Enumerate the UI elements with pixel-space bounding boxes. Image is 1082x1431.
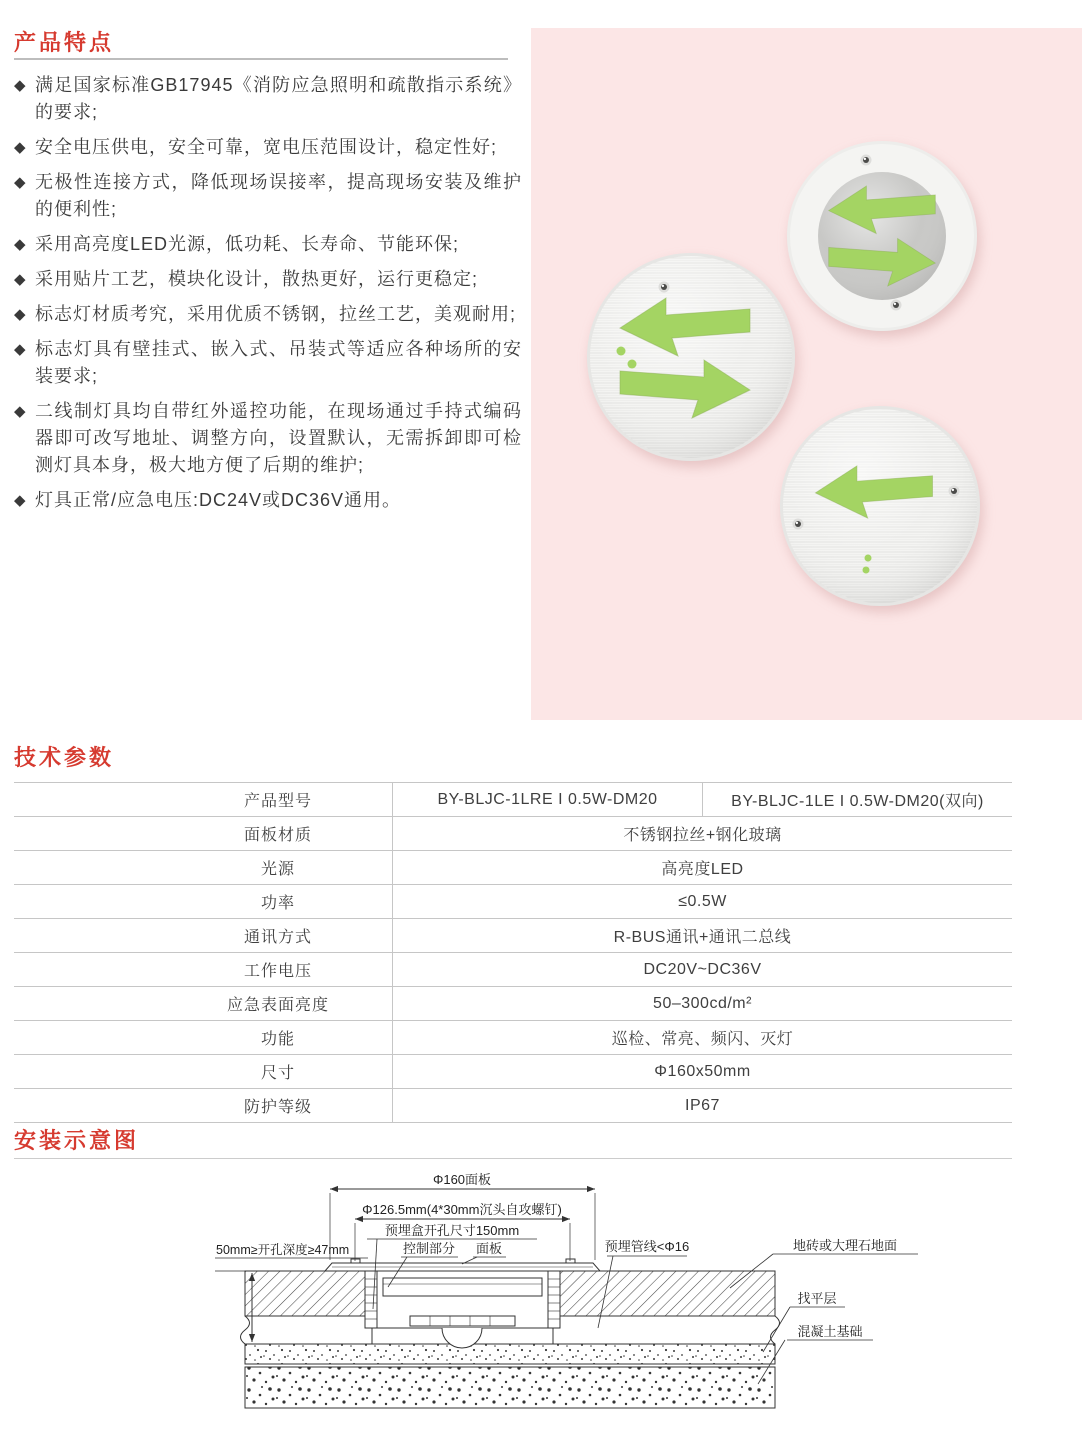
- screw-hole-icon: [861, 155, 872, 166]
- screw-hole-icon: [793, 519, 804, 530]
- spec-label: 尺寸: [14, 1055, 393, 1088]
- panel-screw: [566, 1259, 575, 1263]
- spec-label: 功率: [14, 885, 393, 918]
- spec-value: R-BUS通讯+通讯二总线: [613, 929, 792, 946]
- green-dot: [865, 555, 872, 562]
- table-row: [14, 783, 1012, 817]
- connector-strip: [410, 1316, 515, 1326]
- feature-item: [14, 134, 522, 161]
- spec-value: IP67: [685, 1096, 720, 1114]
- table-row: [14, 817, 1012, 851]
- feature-text: 安全电压供电，安全可靠，宽电压范围设计，稳定性好;: [35, 137, 497, 157]
- feature-text: 无极性连接方式，降低现场误接率，提高现场安装及维护的便利性;: [35, 172, 522, 219]
- feature-text: 采用高亮度LED光源，低功耗、长寿命、节能环保;: [35, 234, 460, 254]
- label-concrete: 混凝土基础: [797, 1324, 863, 1339]
- diamond-bullet-icon: ◆: [14, 403, 27, 420]
- dim-label-screws: Φ126.5mm(4*30mm沉头自攻螺钉): [362, 1202, 562, 1217]
- disc-double-arrow-brushed: [587, 253, 795, 461]
- label-control: 控制部分: [402, 1241, 456, 1256]
- box-wall-right: [548, 1271, 560, 1328]
- label-leveling: 找平层: [797, 1291, 837, 1306]
- diamond-bullet-icon: ◆: [14, 492, 27, 509]
- feature-text: 采用贴片工艺，模块化设计，散热更好，运行更稳定;: [35, 269, 478, 289]
- control-unit: [383, 1278, 542, 1296]
- box-wall-left: [365, 1271, 377, 1328]
- pipe-break-left: [241, 1316, 250, 1344]
- pipe-break-right: [771, 1316, 780, 1344]
- label-floor: 地砖或大理石地面: [792, 1238, 898, 1253]
- spec-label: 应急表面亮度: [14, 987, 393, 1020]
- label-depth: 50mm≥开孔深度≥47mm: [216, 1243, 350, 1257]
- table-row: [14, 1021, 1012, 1055]
- features-list: [14, 72, 522, 522]
- specs-heading: 技术参数: [14, 745, 115, 770]
- features-heading-rule: [14, 58, 508, 60]
- product-discs-image: [531, 28, 1082, 720]
- table-row: [14, 1089, 1012, 1123]
- features-heading: 产品特点: [14, 30, 115, 55]
- diamond-bullet-icon: ◆: [14, 77, 27, 94]
- spec-value: 高亮度LED: [661, 861, 744, 878]
- table-row: [14, 919, 1012, 953]
- spec-value: DC20V~DC36V: [643, 960, 762, 978]
- installation-heading: 安装示意图: [14, 1128, 140, 1153]
- spec-label: 工作电压: [14, 953, 393, 986]
- panel-screw: [351, 1259, 360, 1263]
- spec-table: [14, 782, 1012, 1123]
- feature-item: [14, 336, 522, 390]
- feature-item: [14, 487, 522, 514]
- spec-label: 防护等级: [14, 1089, 393, 1122]
- feature-text: 二线制灯具均自带红外遥控功能，在现场通过手持式编码器即可改写地址、调整方向，设置默认，无需拆卸即可检测灯具本身，极大地方便了后期的维护;: [35, 401, 522, 475]
- spec-value: ≤0.5W: [678, 892, 727, 910]
- table-row: [14, 851, 1012, 885]
- disc-double-arrow-ring: [787, 141, 977, 331]
- table-row: [14, 885, 1012, 919]
- green-dot: [863, 567, 870, 574]
- spec-label: 产品型号: [14, 783, 393, 816]
- screw-hole-icon: [659, 282, 670, 293]
- dim-label-box: 预埋盒开孔尺寸150mm: [384, 1223, 520, 1238]
- feature-text: 灯具正常/应急电压:DC24V或DC36V通用。: [35, 490, 402, 510]
- dim-label-panel: Φ160面板: [432, 1172, 492, 1187]
- spec-value: BY-BLJC-1LE I 0.5W-DM20(双向): [731, 793, 984, 810]
- diamond-bullet-icon: ◆: [14, 341, 27, 358]
- installation-diagram: [215, 1166, 1015, 1426]
- table-row: [14, 1055, 1012, 1089]
- feature-text: 满足国家标准GB17945《消防应急照明和疏散指示系统》的要求;: [35, 75, 522, 122]
- screw-hole-icon: [891, 300, 902, 311]
- table-row: [14, 953, 1012, 987]
- diamond-bullet-icon: ◆: [14, 271, 27, 288]
- installation-heading-rule: [14, 1158, 1012, 1159]
- label-panel: 面板: [475, 1241, 503, 1256]
- feature-text: 标志灯材质考究，采用优质不锈钢，拉丝工艺，美观耐用;: [35, 304, 516, 324]
- diamond-bullet-icon: ◆: [14, 306, 27, 323]
- green-dot: [617, 347, 626, 356]
- leveling-layer: [245, 1344, 775, 1364]
- green-dot: [628, 360, 637, 369]
- screw-hole-icon: [949, 486, 960, 497]
- feature-item: [14, 398, 522, 479]
- spec-value: 巡检、常亮、频闪、灭灯: [611, 1031, 794, 1048]
- spec-value: Φ160x50mm: [654, 1062, 751, 1080]
- diamond-bullet-icon: ◆: [14, 139, 27, 156]
- feature-item: [14, 72, 522, 126]
- spec-value: BY-BLJC-1LRE I 0.5W-DM20: [393, 783, 703, 816]
- concrete-layer: [245, 1367, 775, 1408]
- diamond-bullet-icon: ◆: [14, 174, 27, 191]
- spec-label: 功能: [14, 1021, 393, 1054]
- feature-text: 标志灯具有壁挂式、嵌入式、吊装式等适应各种场所的安装要求;: [35, 339, 522, 386]
- spec-value: 50–300cd/m²: [653, 994, 752, 1012]
- spec-label: 面板材质: [14, 817, 393, 850]
- feature-item: [14, 266, 522, 293]
- tile-layer-left: [245, 1271, 365, 1316]
- spec-value: 不锈钢拉丝+钢化玻璃: [623, 827, 782, 844]
- feature-item: [14, 301, 522, 328]
- disc-single-arrow-brushed: [780, 406, 980, 606]
- spec-label: 通讯方式: [14, 919, 393, 952]
- diamond-bullet-icon: ◆: [14, 236, 27, 253]
- table-row: [14, 987, 1012, 1021]
- label-conduit: 预埋管线<Φ16: [604, 1239, 690, 1254]
- spec-label: 光源: [14, 851, 393, 884]
- product-photo-panel: [531, 28, 1082, 720]
- feature-item: [14, 169, 522, 223]
- feature-item: [14, 231, 522, 258]
